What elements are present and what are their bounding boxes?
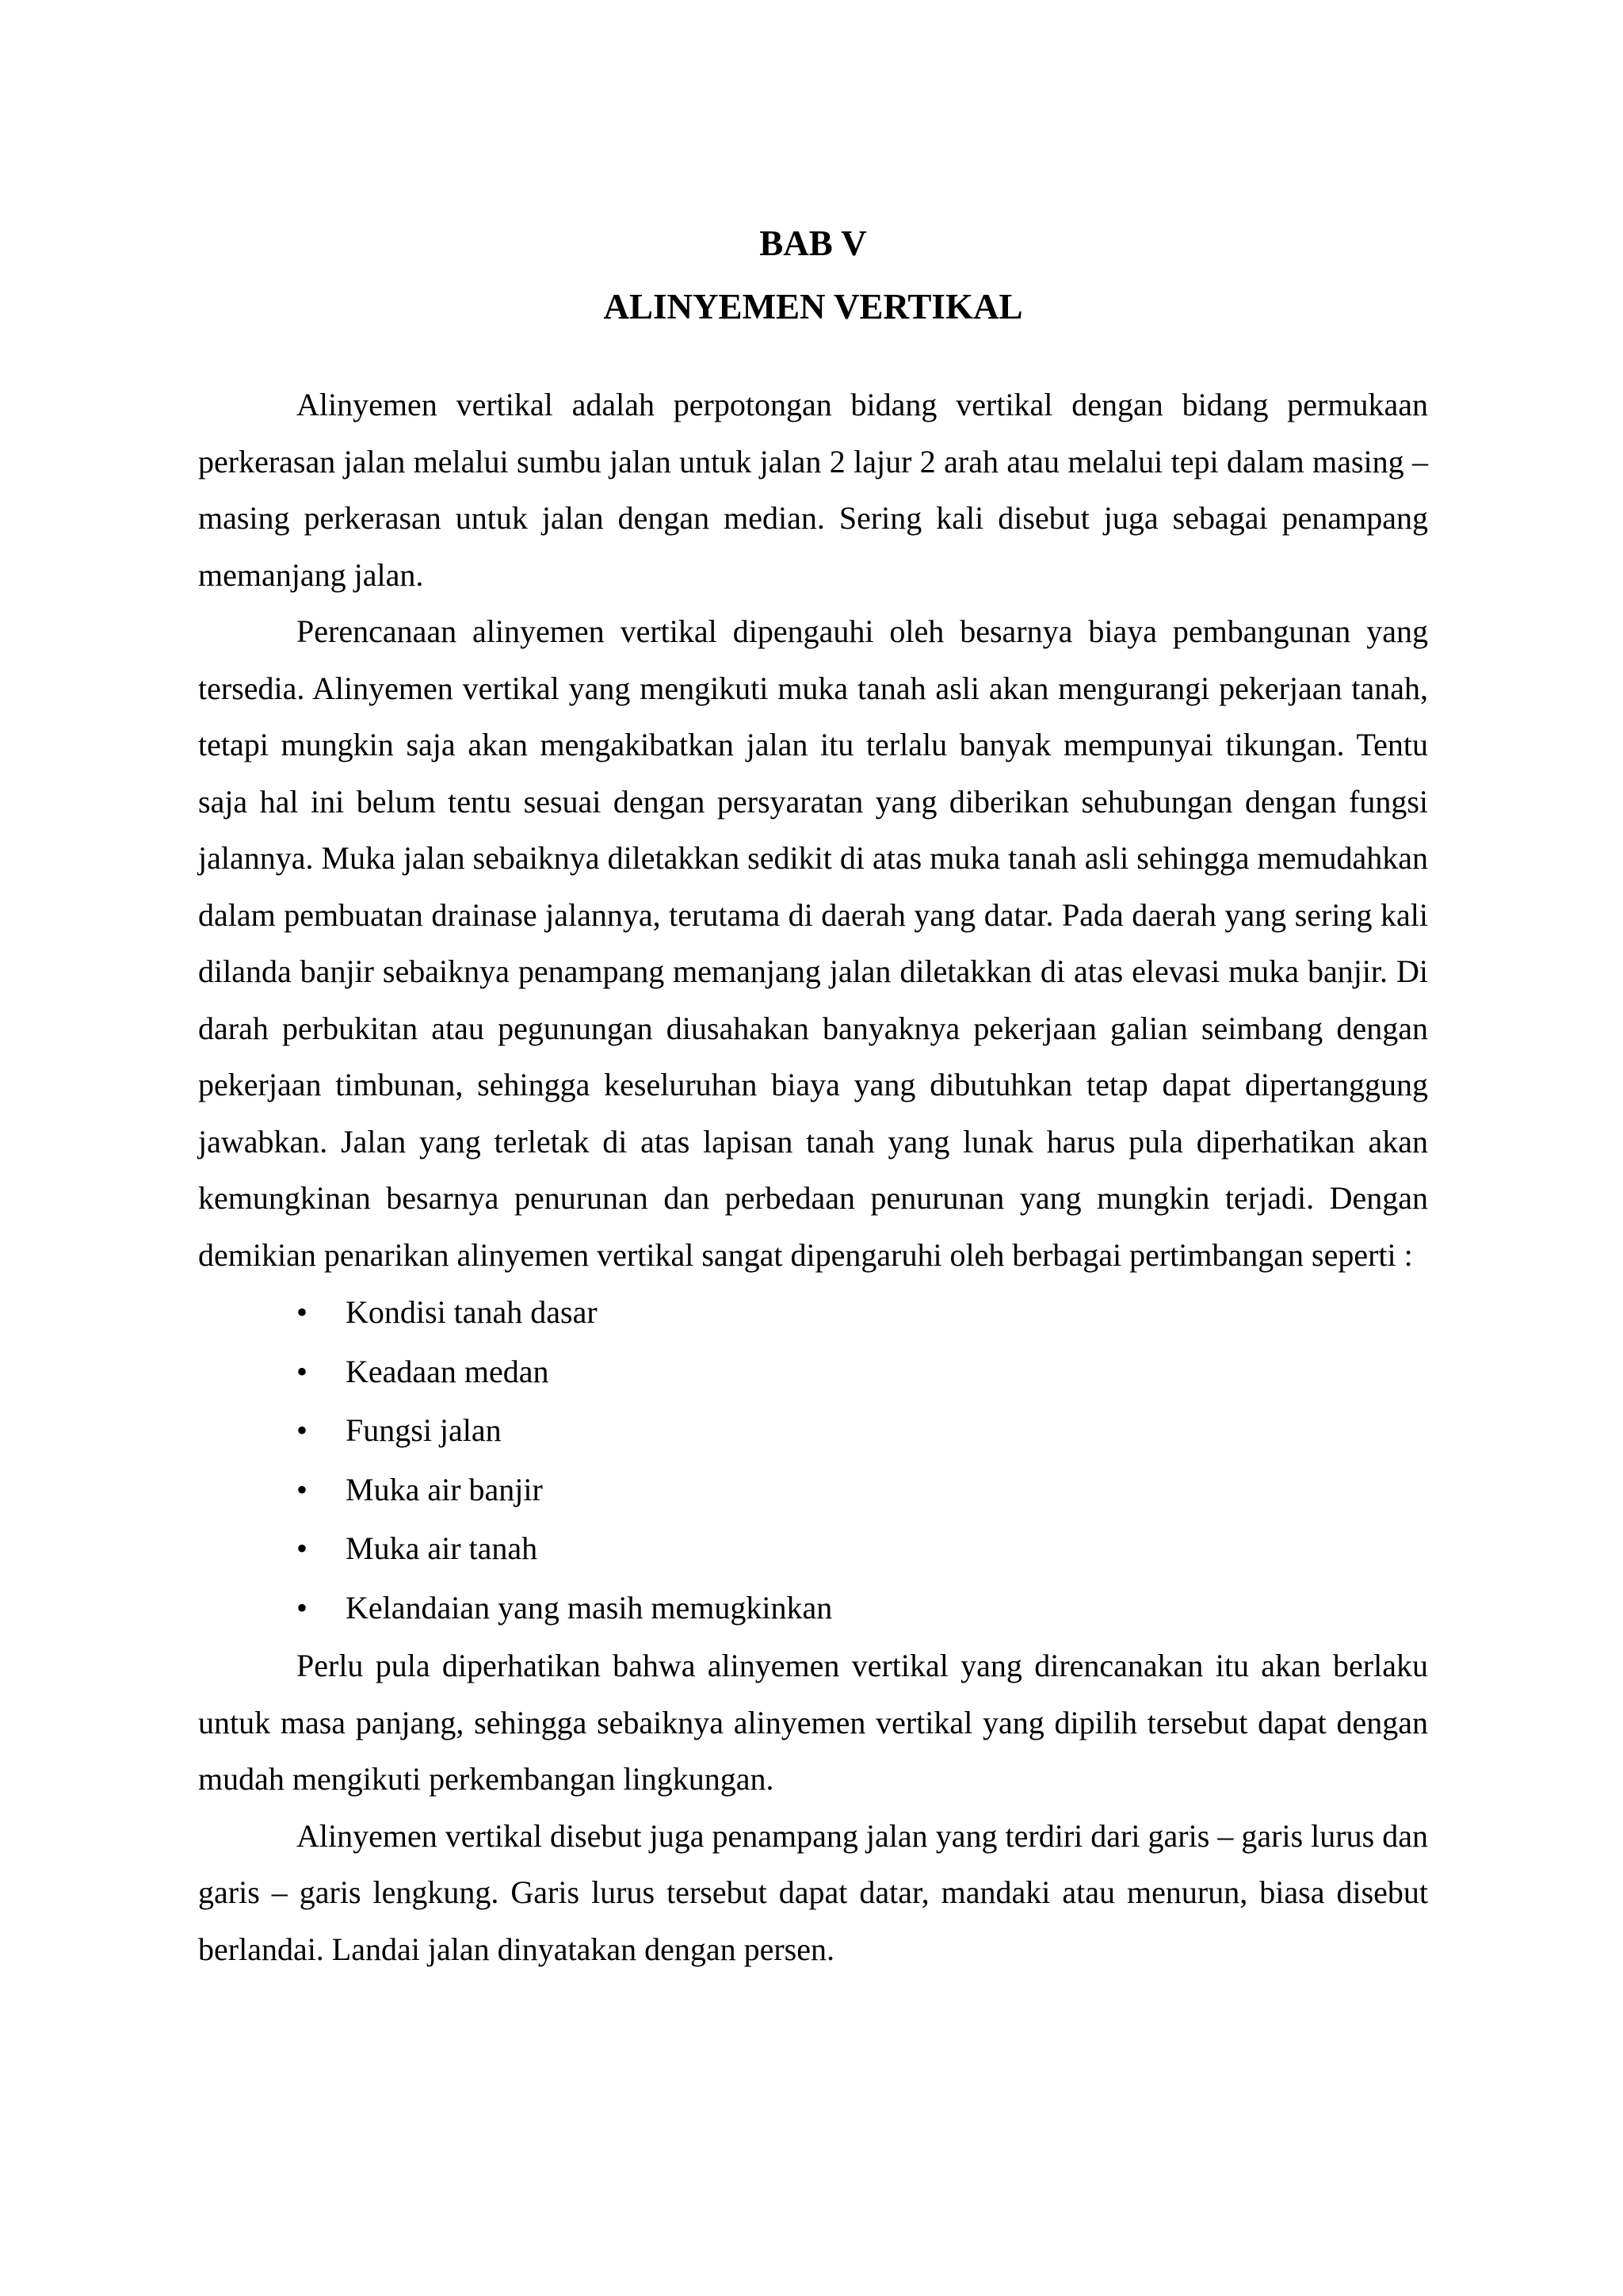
- bullet-icon: •: [296, 1412, 308, 1448]
- chapter-heading: BAB V: [759, 223, 867, 263]
- list-item: [198, 1519, 1428, 1579]
- bullet-icon: •: [296, 1294, 308, 1330]
- paragraph-profile: Alinyemen vertikal disebut juga penampang jalan yang terdiri dari garis – garis lurus dan garis – garis lengkung. Garis lurus tersebut dapat datar, mandaki atau menurun, biasa disebut berlandai. Landai jalan dinyatakan dengan persen.: [198, 1817, 1428, 1967]
- list-item-text: Muka air tanah: [346, 1530, 538, 1566]
- paragraph-long-term: Perlu pula diperhatikan bahwa alinyemen vertikal yang direncanakan itu akan berlaku untuk masa panjang, sehingga sebaiknya alinyemen vertikal yang dipilih tersebut dapat dengan mudah mengikuti perkembangan lingkungan.: [198, 1648, 1428, 1797]
- page-content: [198, 223, 1428, 1977]
- list-item: [198, 1461, 1428, 1520]
- list-item: [198, 1401, 1428, 1461]
- bullet-icon: •: [296, 1353, 308, 1389]
- list-item-text: Muka air banjir: [346, 1471, 543, 1507]
- considerations-list: [198, 1283, 1428, 1637]
- paragraph-planning: Perencanaan alinyemen vertikal dipengauhi oleh besarnya biaya pembangunan yang tersedia. Alinyemen vertikal yang mengikuti muka tanah asli akan mengurangi pekerjaan tanah, tetapi mungkin saja akan mengakibatkan jalan itu terlalu banyak mempunyai tikungan. Tentu saja hal ini belum tentu sesuai dengan persyaratan yang diberikan sehubungan dengan fungsi jalannya. Muka jalan sebaiknya diletakkan sedikit di atas muka tanah asli sehingga memudahkan dalam pembuatan drainase jalannya, terutama di daerah yang datar. Pada daerah yang sering kali dilanda banjir sebaiknya penampang memanjang jalan diletakkan di atas elevasi muka banjir. Di darah perbukitan atau pegunungan diusahakan banyaknya pekerjaan galian seimbang dengan pekerjaan timbunan, sehingga keseluruhan biaya yang dibutuhkan tetap dapat dipertanggung jawabkan. Jalan yang terletak di atas lapisan tanah yang lunak harus pula diperhatikan akan kemungkinan besarnya penurunan dan perbedaan penurunan yang mungkin terjadi. Dengan demikian penarikan alinyemen vertikal sangat dipengaruhi oleh berbagai pertimbangan seperti :: [198, 613, 1428, 1273]
- bullet-icon: •: [296, 1471, 308, 1507]
- chapter-title: ALINYEMEN VERTIKAL: [603, 287, 1023, 327]
- list-item-text: Keadaan medan: [346, 1353, 549, 1389]
- list-item: [198, 1283, 1428, 1343]
- list-item-text: Kelandaian yang masih memugkinkan: [346, 1589, 833, 1626]
- list-item: [198, 1579, 1428, 1638]
- list-item-text: Kondisi tanah dasar: [346, 1294, 598, 1330]
- bullet-icon: •: [296, 1530, 308, 1566]
- paragraph-definition: Alinyemen vertikal adalah perpotongan bidang vertikal dengan bidang permukaan perkerasan jalan melalui sumbu jalan untuk jalan 2 lajur 2 arah atau melalui tepi dalam masing – masing perkerasan untuk jalan dengan median. Sering kali disebut juga sebagai penampang memanjang jalan.: [198, 387, 1428, 593]
- bullet-icon: •: [296, 1589, 308, 1626]
- list-item: [198, 1343, 1428, 1402]
- list-item-text: Fungsi jalan: [346, 1412, 502, 1448]
